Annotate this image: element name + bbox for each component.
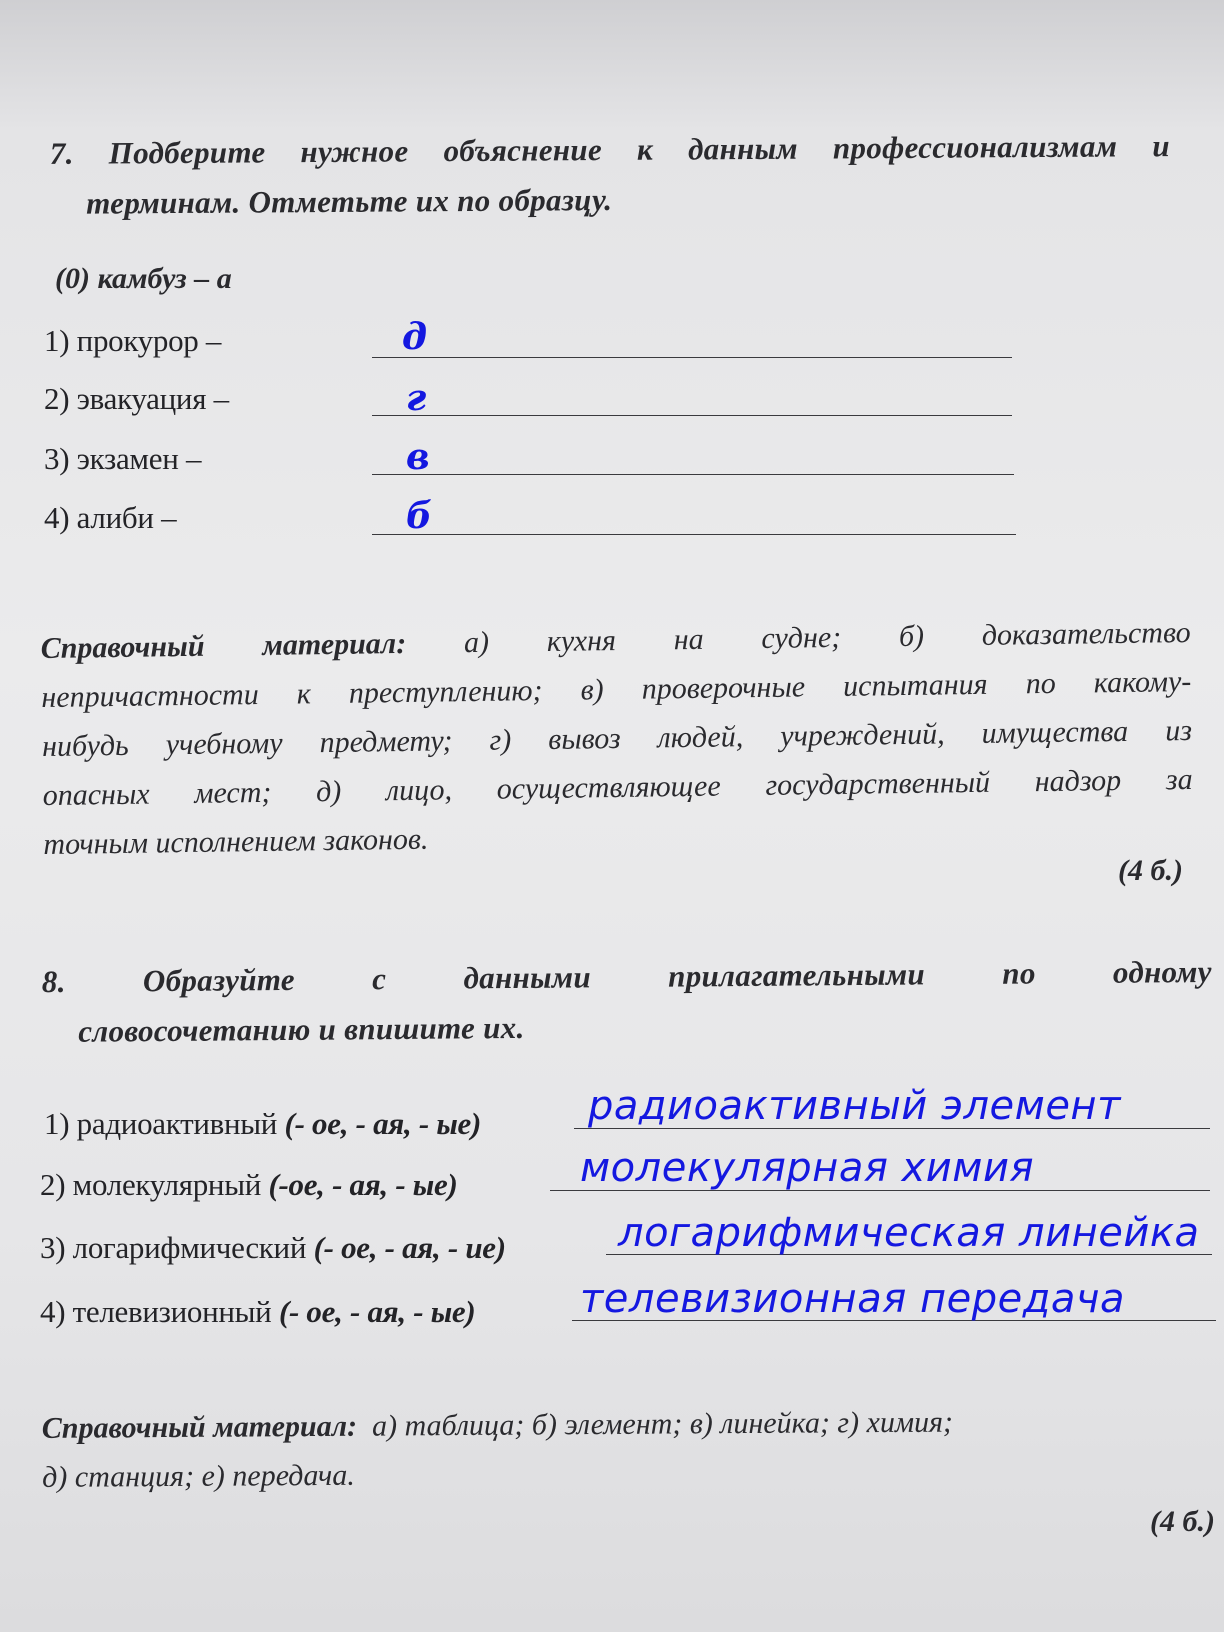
task7-score: (4 б.): [1118, 854, 1183, 887]
adjective: 3) логарифмический: [40, 1230, 307, 1265]
reference-text: а) кухня на судне; б) доказательство: [463, 615, 1191, 660]
endings: (- ое, - ая, - ые): [278, 1294, 476, 1329]
task7-sample: (0) камбуз – а: [55, 262, 232, 295]
task7-reference-line2: непричастности к преступлению; в) проверочные испытания по какому-: [41, 664, 1192, 715]
task7-reference: [40, 608, 1193, 869]
task7-reference-line3: нибудь учебному предмету; г) вывоз людей, учреждений, имущества из: [41, 713, 1193, 764]
task8-reference: [42, 1396, 1163, 1502]
endings: (-ое, - ая, - ые): [268, 1167, 458, 1202]
task7-item-label: 4) алиби –: [44, 500, 177, 535]
reference-title: Справочный материал:: [41, 1409, 358, 1445]
answer-line[interactable]: [372, 474, 1014, 475]
task7-heading: [50, 121, 1171, 229]
task8-heading-line2: словосочетанию и впишите их.: [78, 1009, 525, 1049]
task7-item-label: 3) экзамен –: [44, 441, 202, 476]
answer-line[interactable]: [372, 357, 1012, 358]
answer-line[interactable]: [372, 415, 1012, 416]
answer-line[interactable]: [372, 534, 1016, 535]
endings: (- ое, - ая, - ые): [284, 1106, 482, 1141]
task7-heading-line1: 7. Подберите нужное объяснение к данным профессионализмам и: [49, 128, 1170, 171]
task8-item-label: [40, 1167, 457, 1203]
handwritten-answer: б: [406, 495, 432, 537]
adjective: 1) радиоактивный: [44, 1106, 278, 1141]
task7-reference-line4: опасных мест; д) лицо, осуществляющее государственный надзор за: [42, 762, 1193, 813]
handwritten-answer: д: [402, 316, 428, 358]
adjective: 2) молекулярный: [40, 1167, 262, 1202]
handwritten-answer: г: [406, 377, 427, 419]
reference-title: Справочный материал:: [40, 626, 407, 666]
endings: (- ое, - ая, - ие): [313, 1230, 506, 1265]
task8-item-label: [40, 1294, 475, 1330]
task8-reference-line2: д) станция; е) передача.: [42, 1458, 355, 1494]
task7-item-label: 1) прокурор –: [44, 323, 222, 358]
task8-item-label: [40, 1230, 506, 1266]
task7-reference-line5: точным исполнением законов.: [43, 822, 429, 862]
task8-item-label: [44, 1106, 481, 1142]
handwritten-answer: телевизионная передача: [580, 1276, 1126, 1322]
adjective: 4) телевизионный: [40, 1294, 272, 1329]
task7-heading-line2: терминам. Отметьте их по образцу.: [86, 181, 613, 221]
task8-heading: [42, 947, 1213, 1057]
reference-text: а) таблица; б) элемент; в) линейка; г) химия;: [371, 1405, 954, 1443]
task8-score: (4 б.): [1150, 1505, 1215, 1538]
handwritten-answer: молекулярная химия: [580, 1145, 1035, 1191]
handwritten-answer: радиоактивный элемент: [588, 1083, 1121, 1129]
handwritten-answer: логарифмическая линейка: [618, 1210, 1200, 1256]
task8-heading-line1: 8. Образуйте с данными прилагательными по одному: [41, 953, 1212, 1000]
task8-reference-line1: [42, 1396, 1162, 1453]
task7-item-label: 2) эвакуация –: [44, 381, 229, 416]
handwritten-answer: в: [406, 436, 430, 478]
